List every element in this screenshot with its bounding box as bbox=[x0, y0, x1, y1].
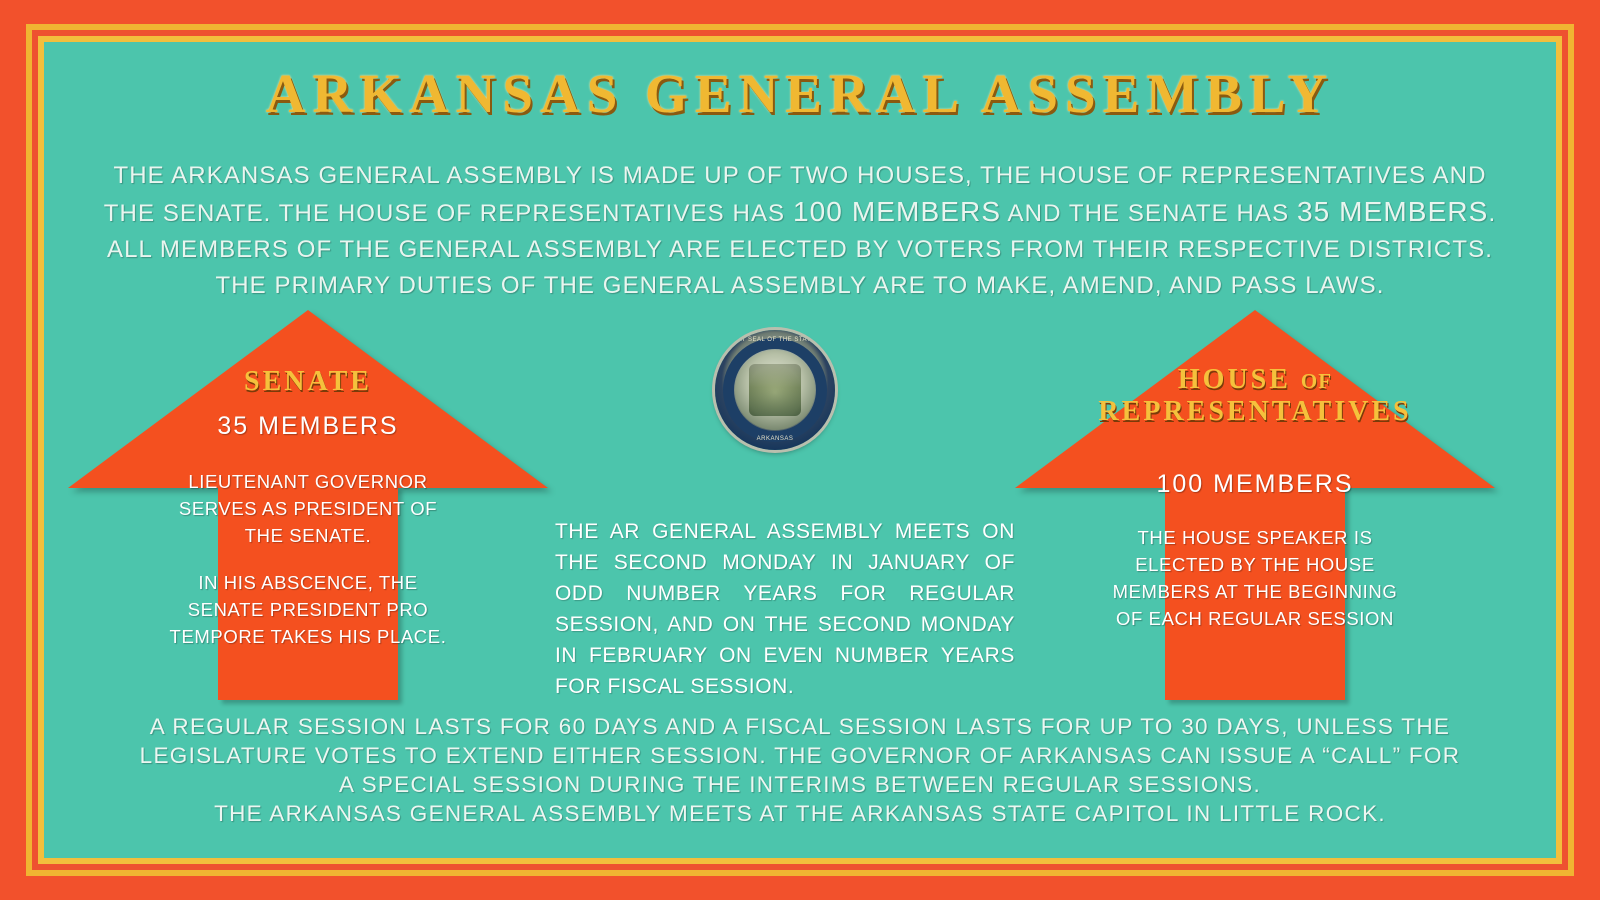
intro-line-4: THE PRIMARY DUTIES OF THE GENERAL ASSEMBLY ARE TO MAKE, AMEND, AND PASS LAWS. bbox=[215, 272, 1385, 299]
seal-text-top: GREAT SEAL OF THE STATE OF bbox=[723, 337, 827, 343]
senate-body-paragraph-2: IN HIS ABSCENCE, THE SENATE PRESIDENT PRO TEMPORE TAKES HIS PLACE. bbox=[169, 572, 447, 647]
page-title: ARKANSAS GENERAL ASSEMBLY bbox=[265, 63, 1335, 124]
intro-line-2a: THE SENATE. THE HOUSE OF REPRESENTATIVES HAS bbox=[103, 200, 793, 227]
intro-line-3: ALL MEMBERS OF THE GENERAL ASSEMBLY ARE ELECTED BY VOTERS FROM THEIR RESPECTIVE DISTRICTS. bbox=[107, 236, 1493, 263]
intro-line-1: THE ARKANSAS GENERAL ASSEMBLY IS MADE UP OF TWO HOUSES, THE HOUSE OF REPRESENTATIVES AND bbox=[113, 162, 1487, 189]
senate-heading: SENATE bbox=[244, 366, 372, 397]
senate-members-label: 35 MEMBERS bbox=[217, 412, 399, 440]
house-body-text bbox=[1112, 524, 1398, 632]
house-heading bbox=[1015, 364, 1495, 428]
house-body-paragraph-1: THE HOUSE SPEAKER IS ELECTED BY THE HOUSE MEMBERS AT THE BEGINNING OF EACH REGULAR SESSION bbox=[1112, 527, 1398, 629]
senate-body-text bbox=[165, 468, 451, 650]
footer-line-4: THE ARKANSAS GENERAL ASSEMBLY MEETS AT THE ARKANSAS STATE CAPITOL IN LITTLE ROCK. bbox=[214, 801, 1386, 826]
seal-text bbox=[715, 330, 835, 450]
house-heading-line-1: HOUSE bbox=[1177, 364, 1291, 395]
footer-line-1: A REGULAR SESSION LASTS FOR 60 DAYS AND A FISCAL SESSION LASTS FOR UP TO 30 DAYS, UNLESS THE bbox=[149, 714, 1451, 739]
intro-line-2c: . bbox=[1488, 200, 1497, 227]
senate-member-count: 35 MEMBERS bbox=[1296, 196, 1489, 227]
seal-text-bottom: ARKANSAS bbox=[756, 436, 794, 442]
senate-body-paragraph-1: LIEUTENANT GOVERNOR SERVES AS PRESIDENT OF THE SENATE. bbox=[178, 471, 438, 546]
arkansas-state-seal-icon bbox=[715, 330, 835, 450]
session-schedule-note: THE AR GENERAL ASSEMBLY MEETS ON THE SECOND MONDAY IN JANUARY OF ODD NUMBER YEARS FOR REGULAR SESSION, AND ON THE SECOND MONDAY IN FEBRUARY ON EVEN NUMBER YEARS FOR FISCAL SESSION. bbox=[555, 520, 1015, 698]
house-member-count: 100 MEMBERS bbox=[792, 196, 1002, 227]
house-heading-line-2: REPRESENTATIVES bbox=[1098, 396, 1412, 427]
intro-line-2b: AND THE SENATE HAS bbox=[1001, 200, 1297, 227]
senate-arrow-head bbox=[68, 310, 548, 488]
footer-line-2: LEGISLATURE VOTES TO EXTEND EITHER SESSION. THE GOVERNOR OF ARKANSAS CAN ISSUE A “CALL” FOR bbox=[139, 743, 1461, 768]
footer-line-3: A SPECIAL SESSION DURING THE INTERIMS BETWEEN REGULAR SESSIONS. bbox=[338, 772, 1262, 797]
house-members-label: 100 MEMBERS bbox=[1156, 470, 1354, 498]
footer-paragraph bbox=[70, 712, 1530, 828]
house-heading-of: OF bbox=[1300, 369, 1333, 393]
intro-paragraph bbox=[100, 158, 1500, 304]
